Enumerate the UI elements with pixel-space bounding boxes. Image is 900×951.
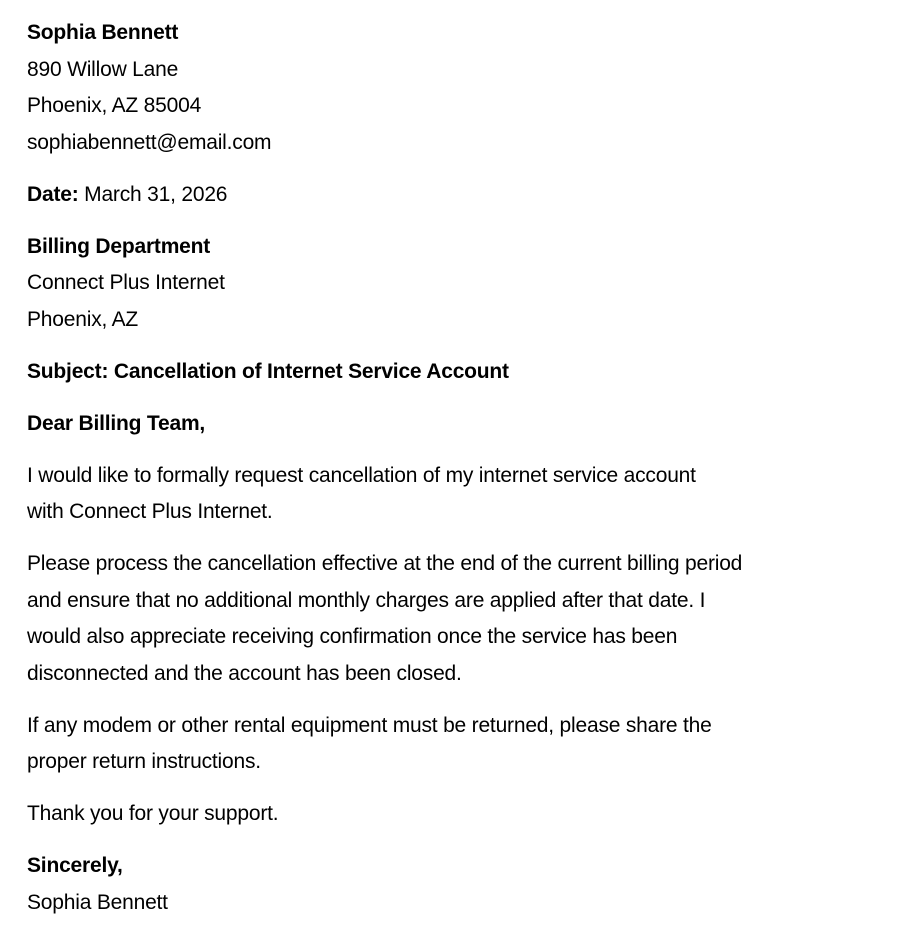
sender-email: sophiabennett@email.com (27, 130, 272, 154)
body-paragraph-3 (27, 708, 872, 781)
paragraph-line: disconnected and the account has been closed. (27, 661, 462, 685)
body-paragraph-4 (27, 796, 872, 833)
recipient-block (27, 229, 872, 339)
date-value: March 31, 2026 (84, 182, 228, 206)
date-label: Date: (27, 182, 79, 206)
paragraph-line: would also appreciate receiving confirmation once the service has been (27, 625, 678, 648)
paragraph-line: and ensure that no additional monthly charges are applied after that date. I (27, 588, 706, 612)
paragraph-line: with Connect Plus Internet. (27, 500, 273, 523)
recipient-company: Connect Plus Internet (27, 271, 225, 294)
paragraph-line: proper return instructions. (27, 750, 261, 773)
closing-sign-off: Sincerely, (27, 854, 123, 877)
sender-address-line-2: Phoenix, AZ 85004 (27, 94, 202, 117)
body-paragraph-2 (27, 546, 872, 692)
paragraph-line: If any modem or other rental equipment must be returned, please share the (27, 713, 712, 737)
sender-name: Sophia Bennett (27, 21, 179, 44)
paragraph-line: I would like to formally request cancellation of my internet service account (27, 463, 696, 487)
paragraph-line: Thank you for your support. (27, 802, 279, 825)
recipient-department: Billing Department (27, 234, 211, 258)
sender-block (27, 15, 872, 161)
paragraph-line: Please process the cancellation effective at the end of the current billing period (27, 552, 743, 575)
recipient-location: Phoenix, AZ (27, 307, 139, 331)
closing-block (27, 848, 872, 921)
salutation: Dear Billing Team, (27, 411, 206, 435)
sender-address-line-1: 890 Willow Lane (27, 57, 179, 81)
subject-line: Subject: Cancellation of Internet Service Account (27, 359, 509, 383)
closing-signature: Sophia Bennett (27, 890, 168, 914)
date-line (27, 177, 872, 214)
body-paragraph-1 (27, 458, 872, 531)
